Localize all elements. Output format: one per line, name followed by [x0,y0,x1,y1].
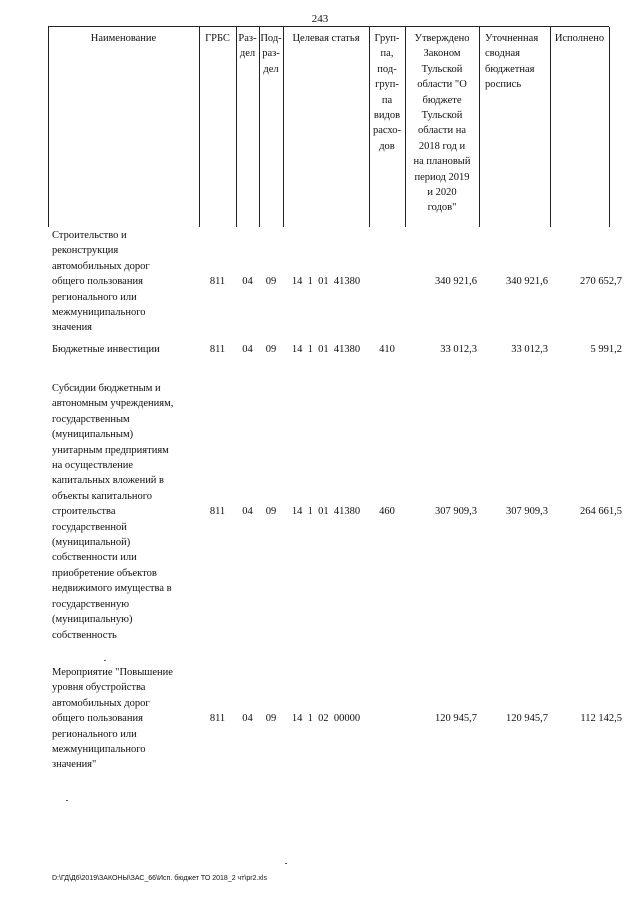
row-revised: 340 921,6 [506,276,548,287]
row-executed: 270 652,7 [580,276,622,287]
row-grbs: 811 [209,713,226,724]
row-target-article: 14 1 01 41380 [291,344,361,355]
header-divider [199,27,200,227]
header-grbs: ГРБС [205,33,230,44]
header-divider [283,27,284,227]
row-expense-group: 410 [379,344,395,355]
row-razdel: 04 [242,713,253,724]
file-path-footer: D:\ГД\Д6\2019\ЗАКОНЫ\ЗАС_66\Исп. бюджет ТО 2018_2 чт\pr2.xls [52,875,267,882]
row-expense-group: 460 [379,506,395,517]
header-divider [550,27,551,227]
row-grbs: 811 [209,344,226,355]
scan-speck [285,863,287,864]
header-revised: Уточненная сводная бюджетная роспись [485,33,539,91]
row-podrazdel: 09 [265,506,277,517]
row-grbs: 811 [209,276,226,287]
row-name: Мероприятие "Повышение уровня обустройства автомобильных дорог общего пользования регионального или межмуниципального значения" [52,667,173,771]
row-approved: 307 909,3 [435,506,477,517]
header-name: Наименование [90,33,157,44]
scan-speck [66,800,68,801]
row-name: Бюджетные инвестиции [52,344,160,355]
header-expense-group: Груп- па, под- груп- па видов расхо- дов [372,33,402,152]
row-executed: 264 661,5 [580,506,622,517]
row-target-article: 14 1 01 41380 [291,506,361,517]
row-podrazdel: 09 [265,344,277,355]
row-podrazdel: 09 [265,713,277,724]
row-revised: 307 909,3 [506,506,548,517]
row-razdel: 04 [242,276,253,287]
page-number: 243 [311,13,329,25]
row-executed: 112 142,5 [580,713,622,724]
row-target-article: 14 1 01 41380 [291,276,361,287]
row-podrazdel: 09 [265,276,277,287]
row-razdel: 04 [242,344,253,355]
row-target-article: 14 1 02 00000 [291,713,361,724]
header-podrazdel: Под- раз- дел [260,33,282,75]
header-target-article: Целевая статья [292,33,360,44]
row-executed: 5 991,2 [590,344,622,355]
header-approved: Утверждено Законом Тульской области "О бюджете Тульской области на 2018 год и на плановый период 2019 и 2020 годов" [413,33,471,214]
row-revised: 120 945,7 [506,713,548,724]
row-name: Строительство и реконструкция автомобильных дорог общего пользования регионального или межмуниципального значения [52,230,150,334]
row-grbs: 811 [209,506,226,517]
row-name: Субсидии бюджетным и автономным учреждениям, государственным (муниципальным) унитарным предприятиям на осуществление капитальных вложений в объекты капитального строительства государственной (муниципальной) собственности или приобретение объектов недвижимого имущества в государственную (муниципальную) собственность [52,383,174,641]
row-razdel: 04 [242,506,253,517]
row-approved: 33 012,3 [440,344,477,355]
row-approved: 340 921,6 [435,276,477,287]
header-executed: Исполнено [554,33,605,44]
header-razdel: Раз- дел [238,33,257,60]
row-revised: 33 012,3 [511,344,548,355]
header-top-rule [48,26,609,27]
header-divider [48,27,49,227]
scan-speck [104,660,106,661]
row-approved: 120 945,7 [435,713,477,724]
header-divider [609,27,610,227]
